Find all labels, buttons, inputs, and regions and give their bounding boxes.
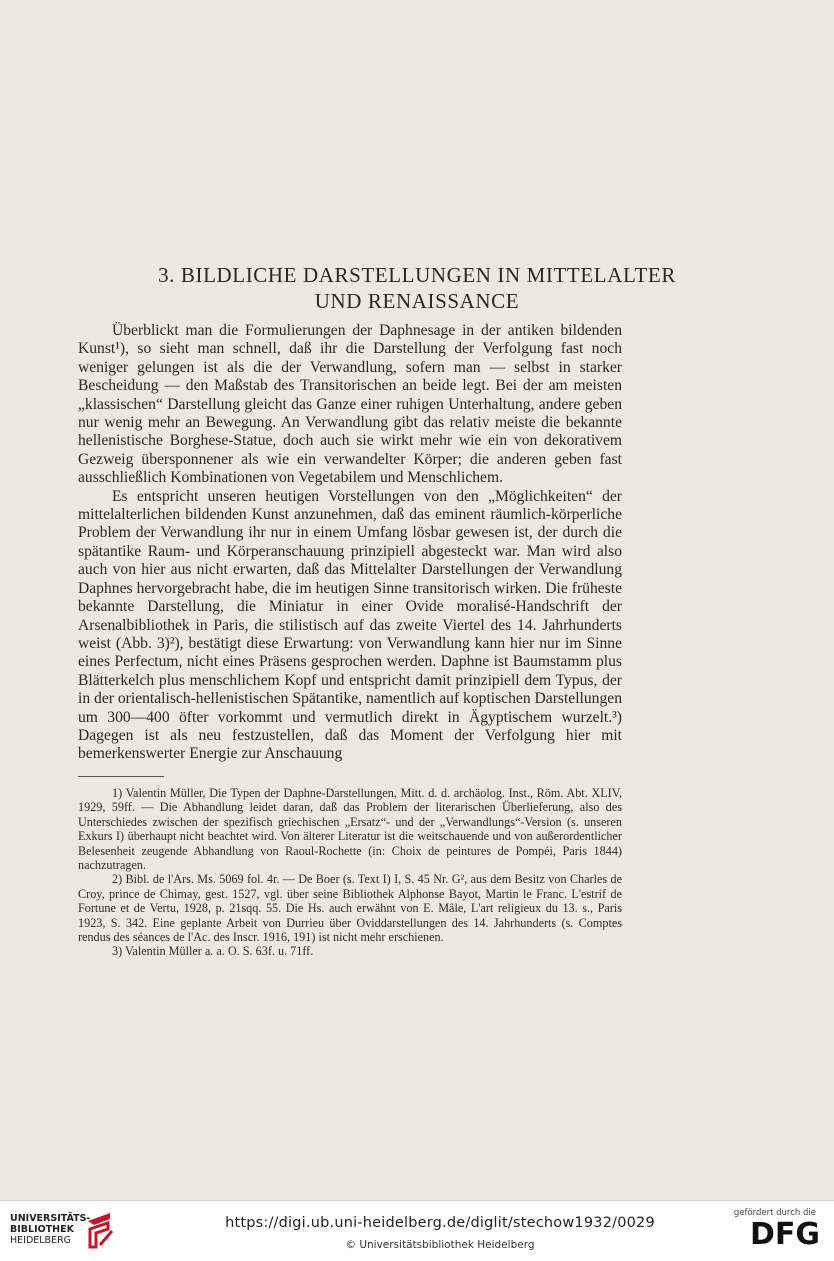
footnote: 1) Valentin Müller, Die Typen der Daphne-Darstellungen, Mitt. d. d. archäolog. Inst., Röm. Abt. XLIV, 1929, 59ff. — Die Abhandlung leidet daran, daß das Problem der literarischen Überlieferung, also des Unterschiedes zwischen der spezifisch griechischen „Ersatz“- und der „Verwandlungs“-Version (s. unseren Exkurs I) überhaupt nicht beachtet wird. Von älterer Literatur ist die weitschauende und von außerordentlicher Belesenheit zeugende Abhandlung von Raoul-Rochette (in: Choix de peintures de Pompéi, Paris 1844) nachzutragen. <box>78 786 622 873</box>
paragraph: Überblickt man die Formulierungen der Daphnesage in der antiken bildenden Kunst¹), so sieht man schnell, daß ihr die Darstellung der Verfolgung fast noch weniger gelungen ist als die der Verwandlung, sofern man — selbst in starker Bescheidung — den Maßstab des Transitorischen an beide legt. Bei der am meisten „klassischen“ Darstellung gleicht das Ganze einer ruhigen Unterhaltung, andere geben nur wenig mehr an Bewegung. An Verwandlung gibt das relativ meiste die bekannte hellenistische Borghese-Statue, doch auch sie wirkt mehr wie ein von dekorativem Gezweig übersponnener als wie ein verwandelter Körper; die anderen geben fast ausschließlich Kombinationen von Vegetabilem und Menschlichem. <box>78 322 622 487</box>
dfg-logo[interactable]: DFG <box>749 1217 820 1252</box>
footnote: 2) Bibl. de l'Ars. Ms. 5069 fol. 4r. — De Boer (s. Text I) I, S. 45 Nr. G², aus dem Besitz von Charles de Croy, prince de Chimay, gest. 1527, vgl. über seine Bibliothek Alphonse Bayot, Martin le Franc. L'estrif de Fortune et de Vertu, 1928, p. 21sqq. 55. Die Hs. auch erwähnt von E. Mâle, L'art religieux du 13. s., Paris 1923, S. 342. Eine geplante Arbeit von Durrieu über Oviddarstellungen des 14. Jahrhunderts (s. Comptes rendus des séances de l'Ac. des Inscr. 1916, 191) ist nicht mehr erschienen. <box>78 872 622 945</box>
chapter-title-line-2: UND RENAISSANCE <box>314 289 520 313</box>
library-logo[interactable] <box>10 1213 90 1246</box>
library-name-line-2: BIBLIOTHEK <box>10 1224 74 1235</box>
chapter-title-line-1: 3. BILDLICHE DARSTELLUNGEN IN MITTELALTER <box>158 263 676 287</box>
footnote: 3) Valentin Müller a. a. O. S. 63f. u. 71ff. <box>112 944 314 959</box>
page-url-link[interactable]: https://digi.ub.uni-heidelberg.de/diglit/stechow1932/0029 <box>225 1215 655 1231</box>
footnote-separator <box>78 776 164 777</box>
viewer-footer <box>0 1200 834 1261</box>
footnotes <box>78 786 622 959</box>
library-name-line-1: UNIVERSITÄTS- <box>10 1213 91 1224</box>
funding-note: gefördert durch die <box>733 1208 816 1218</box>
paragraph: Es entspricht unseren heutigen Vorstellungen von den „Möglichkeiten“ der mittelalterlichen bildenden Kunst anzunehmen, daß das eminent räumlich-körperliche Problem der Verwandlung ihr nur in einem Umfang lösbar gewesen ist, der durch die spätantike Raum- und Körperanschauung prinzipiell abgesteckt war. Man wird also auch von hier aus nicht erwarten, daß das Mittelalter Darstellungen der Verwandlung Daphnes hervorgebracht habe, die im heutigen Sinne transitorisch wirken. Die früheste bekannte Darstellung, die Miniatur in einer Ovide moralisé-Handschrift der Arsenalbibliothek in Paris, die stilistisch auf das zweite Viertel des 14. Jahrhunderts weist (Abb. 3)²), bestätigt diese Erwartung: von Verwandlung kann hier nur im Sinne eines Perfectum, nicht eines Präsens gesprochen werden. Daphne ist Baumstamm plus Blätterkelch plus menschlichem Kopf und entspricht damit prinzipiell dem Typus, der in der orientalisch-hellenistischen Spätantike, namentlich auf koptischen Darstellungen um 300—400 öfter vorkommt und vermutlich direkt in Ägyptischem wurzelt.³) Dagegen ist als neu festzustellen, daß das Moment der Verfolgung hier mit bemerkenswerter Energie zur Anschauung <box>78 487 622 763</box>
chapter-title <box>70 262 764 314</box>
library-emblem-icon <box>84 1209 118 1249</box>
library-name-line-3: HEIDELBERG <box>10 1235 72 1246</box>
body-text <box>78 322 622 764</box>
copyright-notice: © Universitätsbibliothek Heidelberg <box>345 1239 535 1251</box>
